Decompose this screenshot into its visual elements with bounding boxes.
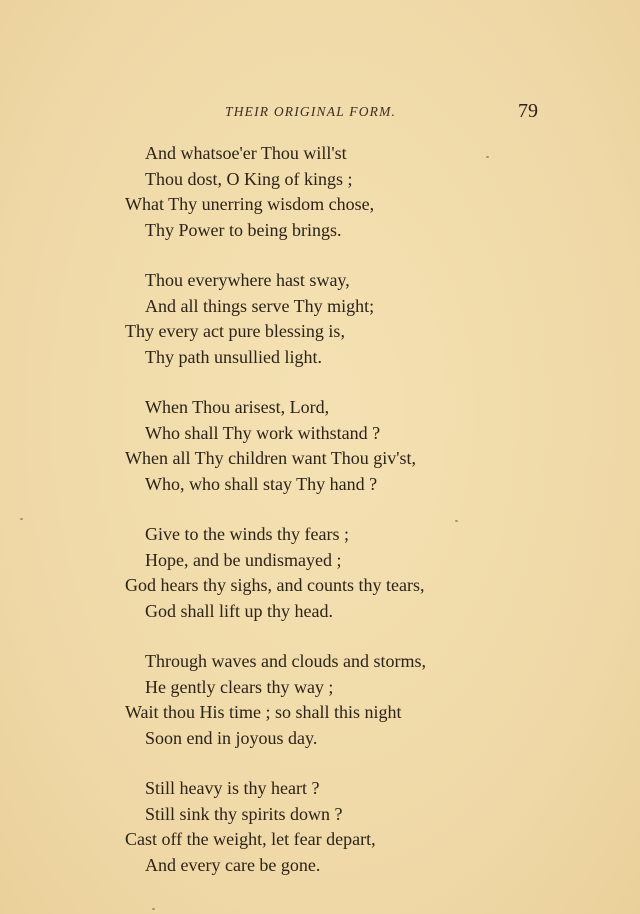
poem-line: Through waves and clouds and storms, [145,651,426,671]
poem-line: Thy Power to being brings. [145,219,342,240]
paper-speck [455,520,458,522]
poem-line: God hears thy sighs, and counts thy tears, [125,575,425,595]
running-title: THEIR ORIGINAL FORM. [225,104,397,119]
poem-line: Thy every act pure blessing is, [125,321,345,341]
poem-line: And all things serve Thy might; [145,295,375,316]
stanza [0,776,640,878]
poem-line: Wait thou His time ; so shall this night [125,702,402,722]
poem-line: When Thou arisest, Lord, [145,397,330,417]
poem-line: And every care be gone. [145,854,321,875]
stanza [0,268,640,370]
poem-line: Who, who shall stay Thy hand ? [145,473,378,494]
poem-line: Soon end in joyous day. [145,727,318,748]
poem-line: Hope, and be undismayed ; [145,549,342,570]
poem-line: What Thy unerring wisdom chose, [125,194,375,214]
poem-line: Cast off the weight, let fear depart, [125,829,376,849]
poem-line: Thou everywhere hast sway, [145,270,350,290]
stanza [0,141,640,243]
stanza [0,395,640,497]
poem-line: And whatsoe'er Thou will'st [145,143,347,163]
poem-line: When all Thy children want Thou giv'st, [125,448,417,468]
poem-line: Thou dost, O King of kings ; [145,168,353,189]
poem-line: Still heavy is thy heart ? [145,778,320,798]
paper-speck [20,518,23,520]
poem-line: God shall lift up thy head. [145,600,333,621]
poem-line: Give to the winds thy fears ; [145,524,349,544]
poem-line: Who shall Thy work withstand ? [145,422,381,443]
poem-line: Thy path unsullied light. [145,346,322,367]
poem [0,141,640,903]
poem-line: Still sink thy spirits down ? [145,803,343,824]
stanza [0,649,640,751]
stanza [0,522,640,624]
page-number: 79 [518,100,538,122]
paper-speck [152,908,155,910]
poem-line: He gently clears thy way ; [145,676,334,697]
paper-speck [486,156,489,158]
